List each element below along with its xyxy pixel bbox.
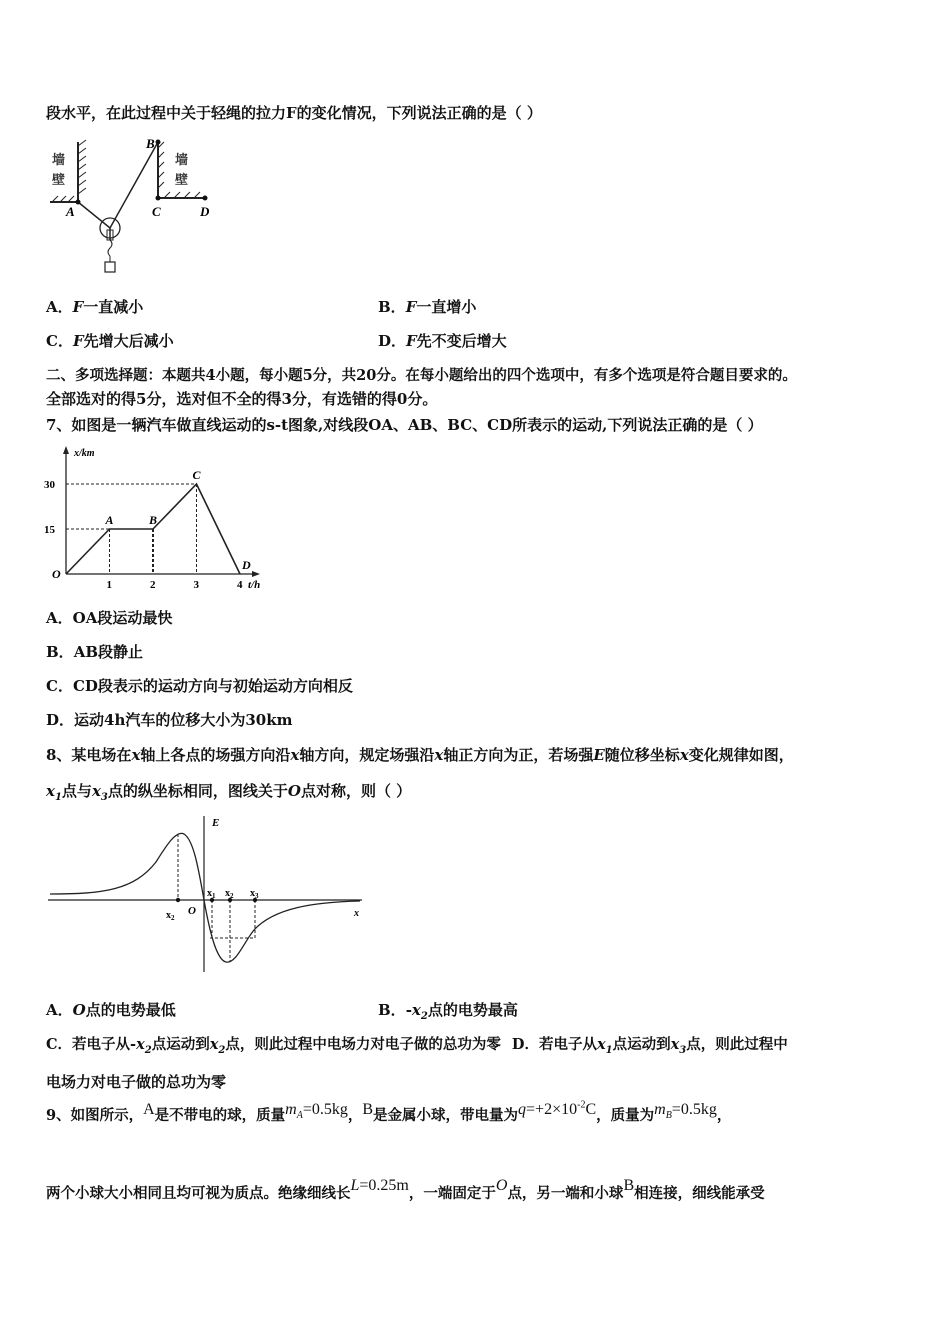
wall-left-char1: 墙 <box>52 153 66 168</box>
left-wall-hatch <box>78 140 86 194</box>
e-curve <box>50 833 360 962</box>
q7-option-c: C．CD段表示的运动方向与初始运动方向相反 <box>46 677 353 695</box>
q7-option-d: D．运动4h汽车的位移大小为30km <box>46 711 293 729</box>
y-tick-label: 30 <box>44 479 55 491</box>
q8-option-c-d <box>46 1033 788 1056</box>
hook <box>108 240 112 256</box>
rope <box>78 142 158 228</box>
q9-line1: 9、如图所示，A是不带电的球，质量$m_A=0.5kg$，B是金属小球，带电量为$q=+2\times 10^{-2}C$，质量为$m_B=0.5kg$， <box>46 1099 732 1124</box>
label-neg-x2: $x_2$ <box>166 910 175 922</box>
q7-option-a: A．OA段运动最快 <box>46 609 173 627</box>
q6-option-d: D．F先不变后增大 <box>378 332 507 350</box>
label-e: E <box>212 817 220 829</box>
weight-block <box>105 262 115 272</box>
q9-line2: 两个小球大小相同且均可视为质点。绝缘细线长L=0.25m，一端固定于O点，另一端和小球B相连接，细线能承受 <box>46 1177 765 1202</box>
q8-stem-line2: $x_1$点与$x_3$点的纵坐标相同，图线关于O点对称，则（ ） <box>46 782 412 803</box>
q6-option-b: B．F一直增小 <box>378 298 477 316</box>
point-label: C <box>192 468 201 482</box>
q6-option-a: A．F一直减小 <box>46 298 144 316</box>
x-axis-arrow <box>252 571 260 577</box>
label-x3: $x_3$ <box>250 888 259 900</box>
label-d: D <box>200 204 210 219</box>
point-label: D <box>242 558 251 572</box>
q8-option-a: A．O点的电势最低 <box>46 1001 176 1019</box>
label-c: C <box>152 204 161 219</box>
wall-right-char1: 墙 <box>175 153 189 168</box>
label-b: B <box>146 136 155 151</box>
label-x2: $x_2$ <box>225 888 234 900</box>
wall-left-char2: 壁 <box>52 173 66 188</box>
q7-stem: 7、如图是一辆汽车做直线运动的s-t图象,对线段OA、AB、BC、CD所表示的运动,下列说法正确的是（ ） <box>46 416 763 434</box>
q8-option-c: C．若电子从$-x_2$点运动到$x_2$点，则此过程中电场力对电子做的总功为零 <box>46 1036 501 1056</box>
x-tick-label: 1 <box>106 579 112 591</box>
y-tick-label: 15 <box>44 524 55 536</box>
label-a: A <box>66 204 75 219</box>
wall-right-char2: 壁 <box>175 173 189 188</box>
label-x1: $x_1$ <box>207 888 216 900</box>
y-axis-label: x/km <box>74 448 95 459</box>
x-axis-label: t/h <box>248 579 261 591</box>
q8-option-d-continued: 电场力对电子做的总功为零 <box>46 1073 227 1091</box>
q6-rope-diagram <box>40 132 225 277</box>
section2-heading: 二、多项选择题：本题共4小题，每小题5分，共20分。在每小题给出的四个选项中，有多个选项是符合题目要求的。 <box>46 367 797 384</box>
label-x-axis: x <box>354 908 359 919</box>
q8-option-d: D．若电子从$x_1$点运动到$x_3$点，则此过程中 <box>511 1036 788 1056</box>
point-label: A <box>105 513 114 527</box>
point-label: B <box>149 513 158 527</box>
q7-option-b: B．AB段静止 <box>46 643 144 661</box>
y-axis-arrow <box>63 446 69 454</box>
x-tick-label: 2 <box>150 579 156 591</box>
origin-label: O <box>52 567 61 581</box>
q8-field-graph <box>44 812 366 977</box>
q8-stem-line1: 8、某电场在x轴上各点的场强方向沿x轴方向，规定场强沿x轴正方向为正，若场强E随位移坐标x变化规律如图， <box>46 746 794 764</box>
x-tick-label: 4 <box>237 579 243 591</box>
q7-st-chart <box>40 442 270 592</box>
section2-scoring: 全部选对的得5分，选对但不全的得3分，有选错的得0分。 <box>46 390 438 408</box>
q6-option-c: C．F先增大后减小 <box>46 332 174 350</box>
q8-option-b: B．$-x_2$点的电势最高 <box>378 1001 518 1022</box>
x-tick-label: 3 <box>193 579 199 591</box>
q6-stem: 段水平，在此过程中关于轻绳的拉力F的变化情况，下列说法正确的是（ ） <box>46 104 542 122</box>
label-origin: O <box>188 905 196 917</box>
